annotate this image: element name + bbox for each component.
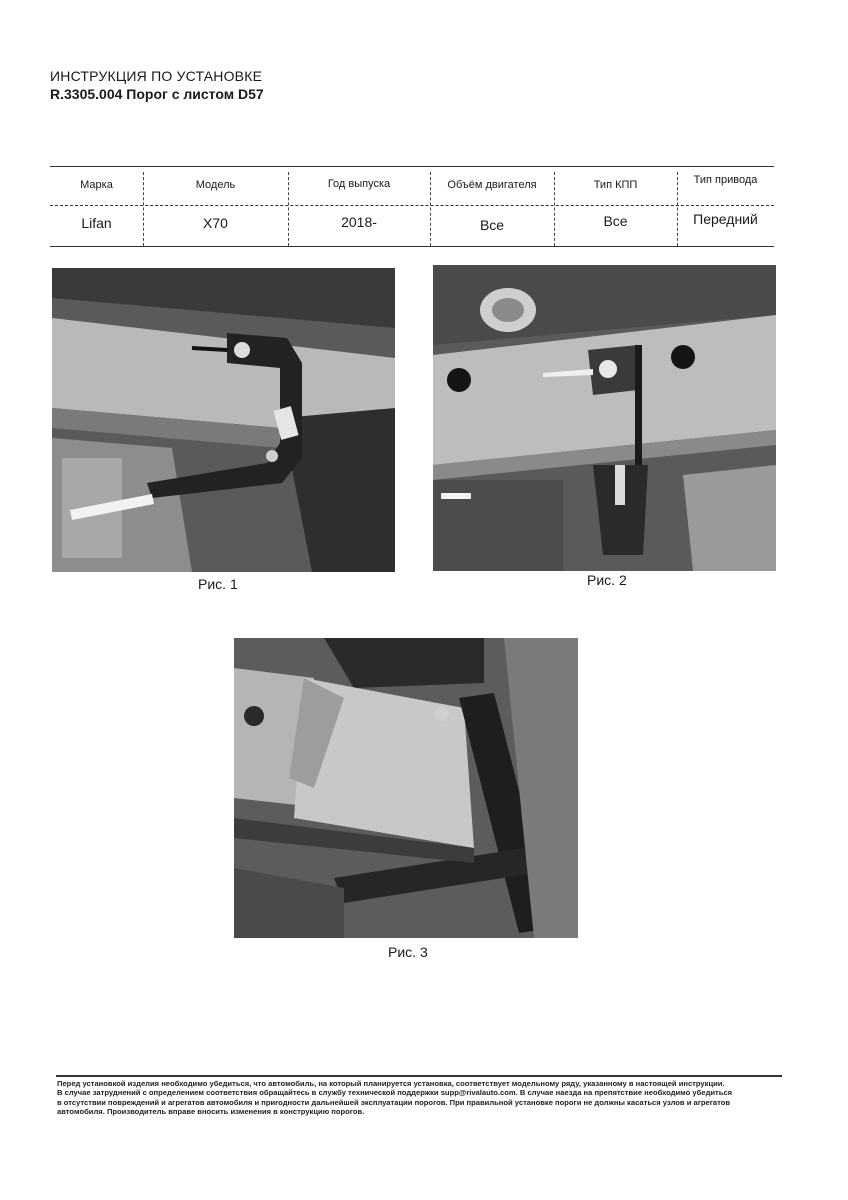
figure-2-caption: Рис. 2 xyxy=(587,572,627,588)
table-value-model: X70 xyxy=(203,215,228,231)
table-header-drive: Тип привода xyxy=(693,174,758,186)
figure-2-photo xyxy=(433,265,776,571)
table-value-engine: Все xyxy=(479,217,505,233)
footer-divider xyxy=(56,1075,782,1077)
footer-line-4: автомобиля. Производитель вправе вносить изменения в конструкцию порогов. xyxy=(57,1106,365,1116)
figure-1-caption: Рис. 1 xyxy=(198,576,238,592)
document-subtitle: R.3305.004 Порог с листом D57 xyxy=(50,86,264,102)
figure-1-photo xyxy=(52,268,395,572)
figure-3-caption: Рис. 3 xyxy=(388,944,428,960)
footer-line-3: в отсутствии повреждений и агрегатов автомобиля и пригодности дальнейшей эксплуатации порогов. При правильной установке пороги не должны касаться узлов и агрегатов xyxy=(57,1097,731,1107)
footer-disclaimer xyxy=(57,1079,783,1116)
footer-line-2: В случае затруднений с определением соответствия обращайтесь в службу технической поддержки supp@rivalauto.com. В случае наезда на препятствие необходимо убедиться xyxy=(57,1088,733,1098)
table-header-gearbox: Тип КПП xyxy=(593,179,638,191)
table-value-gearbox: Все xyxy=(603,213,628,229)
table-header-engine: Объём двигателя xyxy=(447,179,537,191)
document-title: ИНСТРУКЦИЯ ПО УСТАНОВКЕ xyxy=(50,68,263,84)
footer-line-1: Перед установкой изделия необходимо убедиться, что автомобиль, на который планируется установка, соответствует модельному ряду, указанному в настоящей инструкции. xyxy=(57,1079,725,1088)
table-value-year: 2018- xyxy=(341,214,377,230)
vehicle-compatibility-table xyxy=(50,166,774,246)
table-header-model: Модель xyxy=(195,179,236,191)
figure-3-photo xyxy=(234,638,578,938)
table-header-year: Год выпуска xyxy=(327,178,391,190)
table-value-make: Lifan xyxy=(81,215,112,231)
table-value-drive: Передний xyxy=(693,211,758,227)
table-header-make: Марка xyxy=(80,179,113,191)
